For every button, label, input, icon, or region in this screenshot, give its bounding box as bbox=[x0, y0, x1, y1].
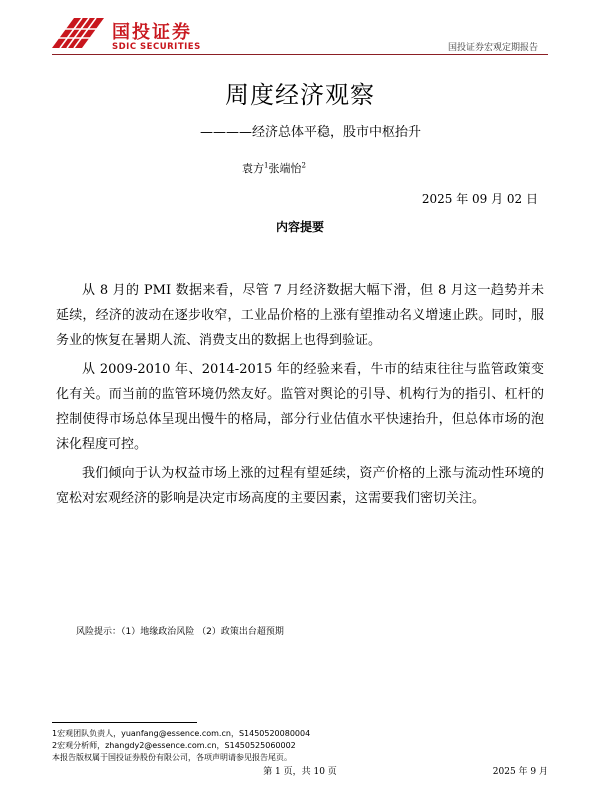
logo-english-name: SDIC SECURITIES bbox=[112, 42, 201, 52]
footnote-item: 本报告版权属于国投证券股份有限公司，各项声明请参见报告尾页。 bbox=[52, 753, 292, 762]
footnotes bbox=[52, 728, 310, 764]
author-name: 袁方 bbox=[242, 162, 264, 175]
page-subtitle: ————经济总体平稳，股市中枢抬升 bbox=[200, 125, 422, 140]
company-logo bbox=[52, 18, 222, 52]
report-date: 2025 年 09 月 02 日 bbox=[421, 192, 538, 206]
page-number: 第 1 页，共 10 页 bbox=[263, 767, 337, 777]
header-divider bbox=[52, 54, 548, 55]
author-footnote-marker: 2 bbox=[301, 161, 306, 170]
page-title: 周度经济观察 bbox=[225, 81, 375, 109]
footer-date: 2025 年 9 月 bbox=[492, 767, 548, 777]
footnote-item: 2宏观分析师，zhangdy2@essence.com.cn，S1450525060002 bbox=[52, 741, 296, 750]
logo-mark-icon bbox=[52, 18, 104, 48]
author-name: 张端怡 bbox=[268, 162, 302, 175]
author-footnote-marker: 1 bbox=[264, 161, 269, 170]
summary-heading: 内容提要 bbox=[275, 220, 324, 234]
footnote-item: 1宏观团队负责人，yuanfang@essence.com.cn，S1450520080004 bbox=[52, 729, 311, 738]
summary-body bbox=[56, 278, 544, 515]
report-type-label: 国投证券宏观定期报告 bbox=[447, 43, 538, 53]
footnote-divider bbox=[52, 722, 197, 723]
summary-paragraph: 从 8 月的 PMI 数据来看，尽管 7 月经济数据大幅下滑，但 8 月这一趋势并未延续，经济的波动在逐步收窄，工业品价格的上涨有望推动名义增速止跌。同时，服务业的恢复在暑期人流、消费支出的数据上也得到验证。 bbox=[56, 283, 544, 348]
logo-chinese-name: 国投证券 bbox=[112, 22, 192, 43]
summary-paragraph: 我们倾向于认为权益市场上涨的过程有望延续，资产价格的上涨与流动性环境的宽松对宏观经济的影响是决定市场高度的主要因素，这需要我们密切关注。 bbox=[56, 466, 544, 506]
risk-note: 风险提示：（1）地缘政治风险 （2）政策出台超预期 bbox=[76, 627, 284, 637]
author-line bbox=[242, 160, 306, 176]
summary-paragraph: 从 2009-2010 年、2014-2015 年的经验来看，牛市的结束往往与监管政策变化有关。而当前的监管环境仍然友好。监管对舆论的引导、机构行为的指引、杠杆的控制使得市场总体呈现出慢牛的格局，部分行业估值水平快速抬升，但总体市场的泡沫化程度可控。 bbox=[56, 362, 544, 452]
